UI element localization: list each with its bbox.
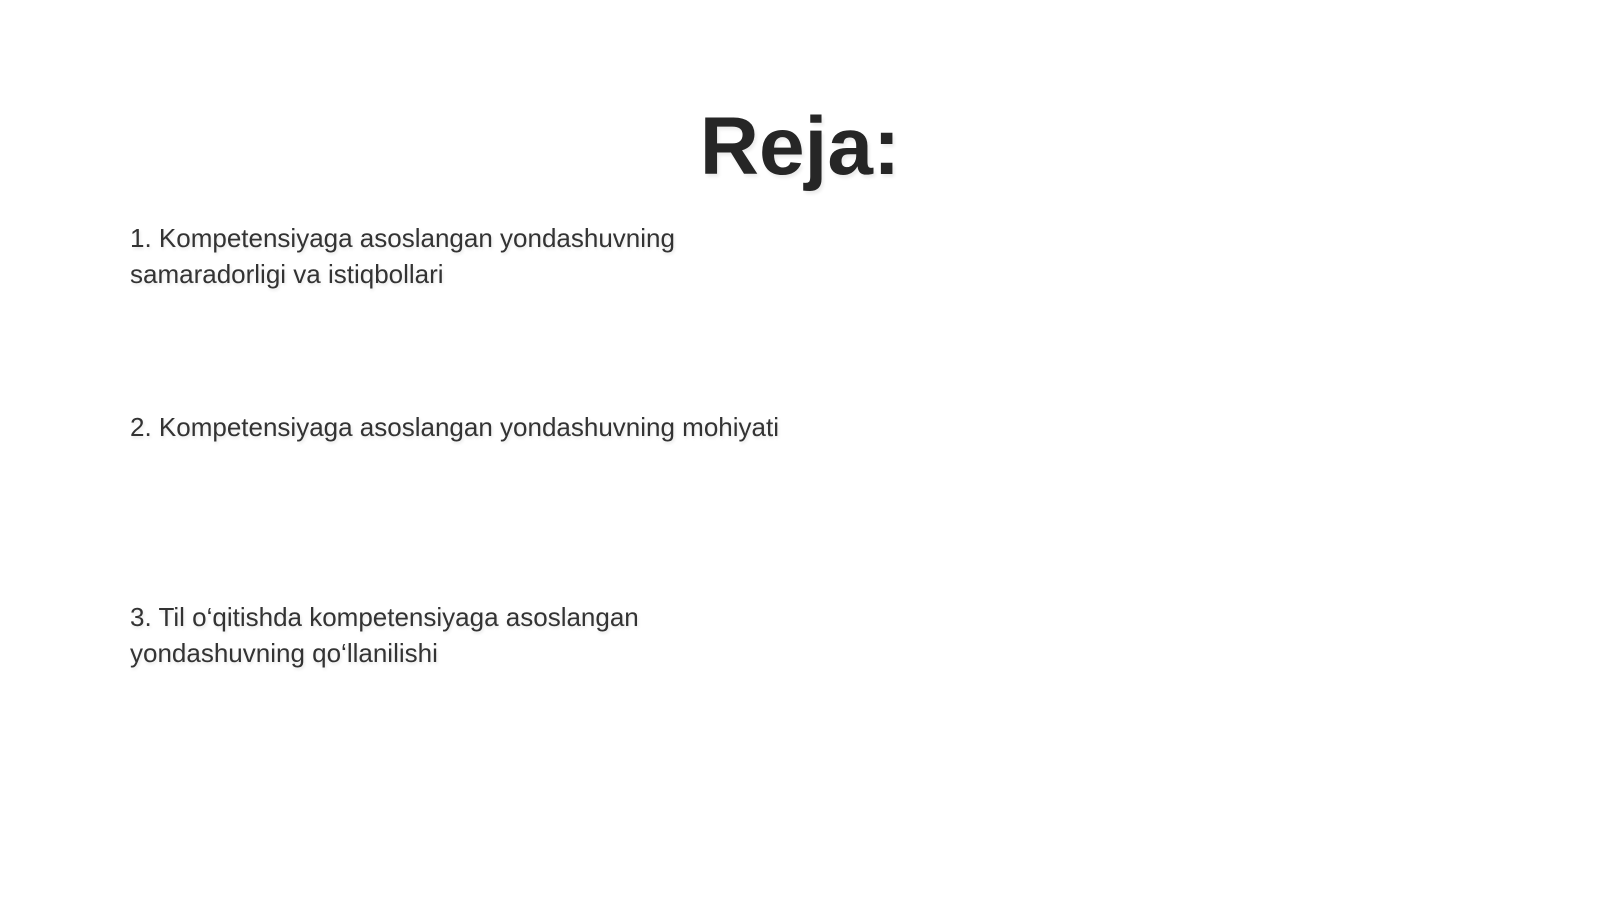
plan-item-1: 1. Kompetensiyaga asoslangan yondashuvning samaradorligi va istiqbollari	[130, 223, 675, 289]
plan-item-3: 3. Til o‘qitishda kompetensiyaga asoslangan yondashuvning qo‘llanilishi	[130, 602, 639, 668]
slide-title: Reja:	[699, 100, 901, 192]
plan-item-2: 2. Kompetensiyaga asoslangan yondashuvning mohiyati	[130, 412, 779, 442]
